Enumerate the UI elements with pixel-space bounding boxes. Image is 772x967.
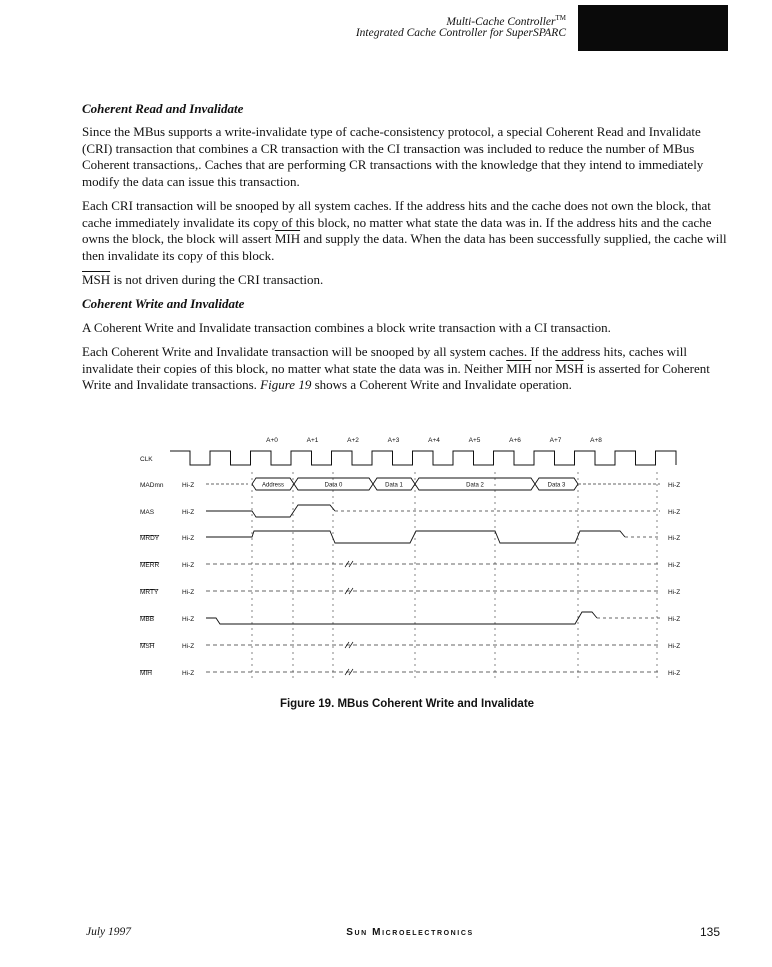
footer-brand: Sun Microelectronics (346, 927, 474, 938)
bus-segment-label: Data 0 (324, 482, 343, 489)
signal-msh: $\overline{MSH}$ (555, 360, 584, 376)
signal-state-left: Hi-Z (182, 535, 195, 542)
mbb-waveform (206, 612, 597, 624)
bus-segment-label: Address (261, 482, 285, 489)
signal-label: CLK (140, 456, 153, 463)
signal-state-right: Hi-Z (668, 535, 681, 542)
signal-state-left: Hi-Z (182, 616, 195, 623)
signal-label: MERR (140, 562, 160, 569)
cycle-label: A+6 (509, 437, 521, 444)
signal-state-left: Hi-Z (182, 482, 195, 489)
section-heading-cwi: Coherent Write and Invalidate (82, 296, 245, 311)
cycle-label: A+3 (387, 437, 400, 444)
signal-state-right: Hi-Z (668, 509, 681, 516)
signal-msh: $\overline{MSH}$ (82, 272, 111, 287)
figure-caption: Figure 19. MBus Coherent Write and Invalidate (279, 698, 535, 710)
mas-waveform (206, 505, 335, 517)
signal-label: MIH (140, 670, 152, 677)
paragraph-cwi-snoop: Each Coherent Write and Invalidate transaction will be snooped by all system caches. If the address hits, caches will invalidate their copies of this block, no matter what state the data was in. Neither $\overline{MIH}$ nor $\overline{MSH}$ is asserted for Coherent Write and Invalidate transactions. Figure 19 shows a Coherent Write and Invalidate operation. (82, 344, 710, 393)
cycle-label: A+4 (428, 437, 440, 444)
paragraph-cri-snoop: Each CRI transaction will be snooped by all system caches. If the address hits and the cache does not own the block, that cache immediately invalidate its copy of this block, no matter what state the data was in. If the address hits and the cache owns the block, the block will assert $\overline{MIH}$ and supply the data. When the data has been successfully supplied, the cache will then invalidate its copy of this block. (82, 198, 727, 263)
page-number: 135 (700, 925, 721, 939)
paragraph-cri-msh: $\overline{MSH}$ is not driven during the CRI transaction. (82, 272, 324, 287)
paragraph-cri-intro: Since the MBus supports a write-invalidate type of cache-consistency protocol, a special Coherent Read and Invalidate (CRI) transaction that combines a CR transaction with the CI transaction was included to reduce the number of MBus Coherent transactions,. Caches that are performing CR transactions with the knowledge that they intend to immediately modify the data can issue this transaction. (82, 124, 704, 189)
footer-date: July 1997 (86, 926, 132, 938)
signal-state-right: Hi-Z (668, 562, 681, 569)
header-title: Multi-Cache Controller™ (446, 14, 566, 28)
mrdy-waveform (206, 531, 625, 543)
signal-state-left: Hi-Z (182, 509, 195, 516)
section-heading-cri: Coherent Read and Invalidate (82, 101, 244, 116)
signal-state-right: Hi-Z (668, 670, 681, 677)
signal-mih: $\overline{MIH}$ (506, 360, 532, 376)
paragraph-cwi-intro: A Coherent Write and Invalidate transaction combines a block write transaction with a CI transaction. (82, 320, 611, 335)
cycle-label: A+1 (306, 437, 319, 444)
signal-state-right: Hi-Z (668, 616, 681, 623)
header-subtitle: Integrated Cache Controller for SuperSPARC (355, 27, 566, 39)
cycle-label: A+5 (468, 437, 481, 444)
signal-label: MRTY (140, 589, 159, 596)
signal-state-right: Hi-Z (668, 482, 681, 489)
signal-state-left: Hi-Z (182, 562, 195, 569)
signal-state-left: Hi-Z (182, 589, 195, 596)
cycle-label: A+7 (549, 437, 562, 444)
figure-reference: Figure 19 (260, 377, 312, 393)
signal-state-right: Hi-Z (668, 589, 681, 596)
signal-mih: $\overline{MIH}$ (274, 231, 301, 247)
cycle-label: A+0 (266, 437, 278, 444)
signal-label: MBB (140, 616, 155, 623)
cycle-label: A+8 (590, 437, 602, 444)
timing-diagram (130, 432, 710, 687)
signal-label: MADmn (140, 482, 164, 489)
clk-waveform (170, 451, 676, 465)
signal-label: MAS (140, 509, 155, 516)
header-black-tab (578, 5, 728, 51)
trademark-mark: TM (555, 14, 566, 22)
signal-state-left: Hi-Z (182, 670, 195, 677)
bus-segment-label: Data 2 (466, 482, 484, 489)
signal-state-left: Hi-Z (182, 643, 195, 650)
signal-state-right: Hi-Z (668, 643, 681, 650)
bus-segment-label: Data 3 (547, 482, 566, 489)
cycle-label: A+2 (347, 437, 359, 444)
signal-label: MSH (140, 643, 155, 650)
bus-segment-label: Data 1 (385, 482, 403, 489)
signal-label: MRDY (140, 535, 160, 542)
